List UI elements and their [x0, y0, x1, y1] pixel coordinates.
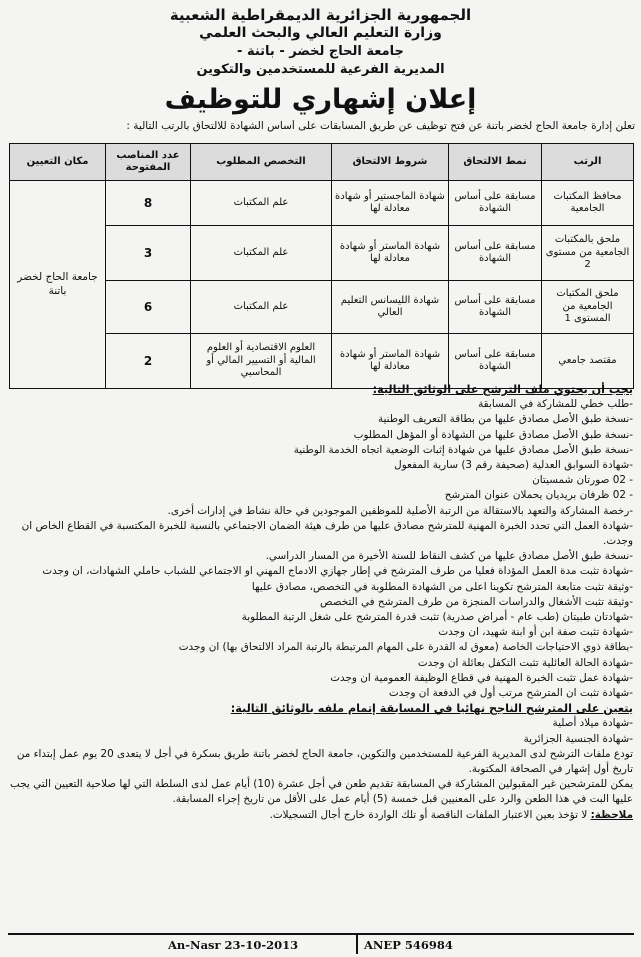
cell-specialty: علم المكتبات	[191, 281, 332, 334]
table-header-row	[10, 144, 634, 181]
cell-condition: شهادة الماجستير أو شهادة معادلة لها	[332, 181, 449, 226]
cell-rank: ملحق المكتبات الجامعية من المستوى 1	[542, 281, 634, 334]
cell-specialty: العلوم الاقتصادية أو العلوم المالية أو التسيير المالي أو المحاسبي	[191, 334, 332, 389]
list-item: -نسخة طبق الأصل مصادق عليها من الشهادة أو المؤهل المطلوب	[353, 428, 633, 441]
note-text: لا تؤخذ بعين الاعتبار الملفات الناقصة أو تلك الواردة خارج أجال التسجيلات.	[269, 808, 588, 821]
list-item: -شهادة تثبت صفة ابن أو ابنة شهيد، ان وجدت	[438, 626, 633, 639]
cell-rank: محافظ المكتبات الجامعية	[542, 181, 634, 226]
header-condition: شروط الالتحاق	[332, 144, 449, 181]
list-item: -شهادة تثبت مدة العمل المؤداة فعليا من طرف المترشح في إطار جهازي الادماج المهني او الاجتماعي للشباب حاملي الشهادات، ان وجدت	[42, 565, 633, 578]
newspaper-source: An-Nasr 23-10-2013	[168, 938, 299, 952]
cell-location: جامعة الحاج لخضر باتنة	[10, 181, 106, 389]
list-item: -رخصة المشاركة والتعهد بالاستقالة من الرتبة الأصلية للموظفين الموجودين في حالة نشاط في إدارات أخرى.	[167, 504, 633, 517]
cell-count: 3	[106, 226, 191, 281]
intro-text: تعلن إدارة جامعة الحاج لخضر باتنة عن فتح توظيف عن طريق المسابقات على أساس الشهادة للالتحاق بالرتب التالية :	[126, 120, 635, 132]
header-university: جامعة الحاج لخضر - باتنة -	[237, 44, 404, 59]
cell-rank: ملحق بالمكتبات الجامعية من مستوى 2	[542, 226, 634, 281]
list-item: -نسخة طبق الأصل مصادق عليها من شهادة إثبات الوضعية اتجاه الخدمة الوطنية	[293, 443, 633, 456]
footer-bar	[8, 933, 634, 954]
header-count: عدد المناصب المفتوحة	[106, 144, 191, 181]
required-documents-heading: يجب أن يحتوي ملف الترشح على الوثائق التالية:	[372, 383, 633, 396]
list-item: - 02 ظرفان بريديان يحملان عنوان المترشح	[444, 489, 633, 502]
list-item: -شهادة الحالة العائلية تثبت التكفل بعائلة ان وجدت	[417, 656, 633, 669]
cell-specialty: علم المكتبات	[191, 226, 332, 281]
header-location: مكان التعيين	[10, 144, 106, 181]
list-item: -وثيقة تثبت متابعة المترشح تكوينا اعلى من الشهادة المطلوبة في التخصص، مصادق عليها	[251, 580, 633, 593]
cell-condition: شهادة الليسانس التعليم العالي	[332, 281, 449, 334]
final-documents-heading: يتعين على المترشح الناجح نهائيا في المسابقة إتمام ملفه بالوثائق التالية:	[230, 702, 633, 716]
list-item: -شهادة ميلاد أصلية	[552, 717, 633, 730]
cell-count: 2	[106, 334, 191, 389]
list-item: -وثيقة تثبت الأشغال والدراسات المنجزة من طرف المترشح في التخصص	[320, 595, 633, 608]
cell-condition: شهادة الماستر أو شهادة معادلة لها	[332, 334, 449, 389]
announcement-body	[8, 382, 633, 823]
list-item: -طلب خطي للمشاركة في المسابقة	[478, 398, 633, 411]
page-title: إعلان إشهاري للتوظيف	[164, 84, 477, 115]
note-paragraph	[8, 808, 633, 823]
list-item: -نسخة طبق الأصل مصادق عليها من كشف النقاط للسنة الأخيرة من المسار الدراسي.	[265, 550, 633, 563]
list-item: -شهادة السوابق العدلية (صحيفة رقم 3) سارية المفعول	[394, 459, 633, 472]
anep-reference: ANEP 546984	[364, 938, 453, 952]
appeal-paragraph: يمكن للمترشحين غير المقبولين المشاركة في المسابقة تقديم طعن في أجل عشرة (10) أيام عمل لدى السلطة التي لها صلاحية التعيين التي يجب عليها البت في هذا الطعن والرد على المعنيين قبل خمسة (5) أيام عمل على الأقل من تاريخ إجراء المسابقة.	[10, 778, 633, 806]
header-rank: الرتب	[542, 144, 634, 181]
cell-condition: شهادة الماستر أو شهادة معادلة لها	[332, 226, 449, 281]
list-item: -بطاقة ذوي الاحتياجات الخاصة (معوق له القدرة على المهام المرتبطة بالرتبة المراد الالتحاق بها) ان وجدت	[178, 641, 633, 654]
list-item: -نسخة طبق الأصل مصادق عليها من بطاقة التعريف الوطنية	[377, 413, 633, 426]
list-item: -شهادة عمل تثبت الخبرة المهنية في قطاع الوظيفة العمومية ان وجدت	[330, 671, 633, 684]
cell-mode: مسابقة على أساس الشهادة	[449, 181, 542, 226]
cell-count: 8	[106, 181, 191, 226]
note-label: ملاحظة:	[590, 808, 633, 821]
cell-mode: مسابقة على أساس الشهادة	[449, 281, 542, 334]
table-row	[10, 181, 634, 226]
list-item: -شهادتان طبيتان (طب عام - أمراض صدرية) تثبت قدرة المترشح على شغل الرتبة المطلوبة	[241, 611, 633, 624]
list-item: -شهادة العمل التي تحدد الخبرة المهنية للمترشح مصادق عليها من طرف هيئة الضمان الاجتماعي بالنسبة للخبرة المكتسبة في القطاع الخاص ان وجدت.	[21, 519, 633, 548]
cell-count: 6	[106, 281, 191, 334]
cell-mode: مسابقة على أساس الشهادة	[449, 226, 542, 281]
header-mode: نمط الالتحاق	[449, 144, 542, 181]
cell-mode: مسابقة على أساس الشهادة	[449, 334, 542, 389]
cell-rank: مقتصد جامعي	[542, 334, 634, 389]
list-item: -شهادة تثبت ان المترشح مرتب أول في الدفعة ان وجدت	[388, 687, 633, 700]
cell-specialty: علم المكتبات	[191, 181, 332, 226]
list-item: - 02 صورتان شمسيتان	[532, 474, 633, 487]
header-ministry: وزارة التعليم العالي والبحث العلمي	[199, 25, 442, 41]
deposit-paragraph: تودع ملفات الترشح لدى المديرية الفرعية للمستخدمين والتكوين، جامعة الحاج لخضر باتنة طريق بسكرة في أجل لا يتعدى 20 يوم عمل إبتداء من تاريخ أول إشهار في الصحافة المكتوبة.	[16, 747, 633, 776]
footer-divider	[356, 935, 358, 954]
header-directorate: المديرية الفرعية للمستخدمين والتكوين	[196, 62, 445, 77]
list-item: -شهادة الجنسية الجزائرية	[523, 732, 633, 745]
positions-table	[9, 143, 634, 389]
header-specialty: التخصص المطلوب	[191, 144, 332, 181]
header-republic: الجمهورية الجزائرية الديمقراطية الشعبية	[169, 6, 472, 24]
